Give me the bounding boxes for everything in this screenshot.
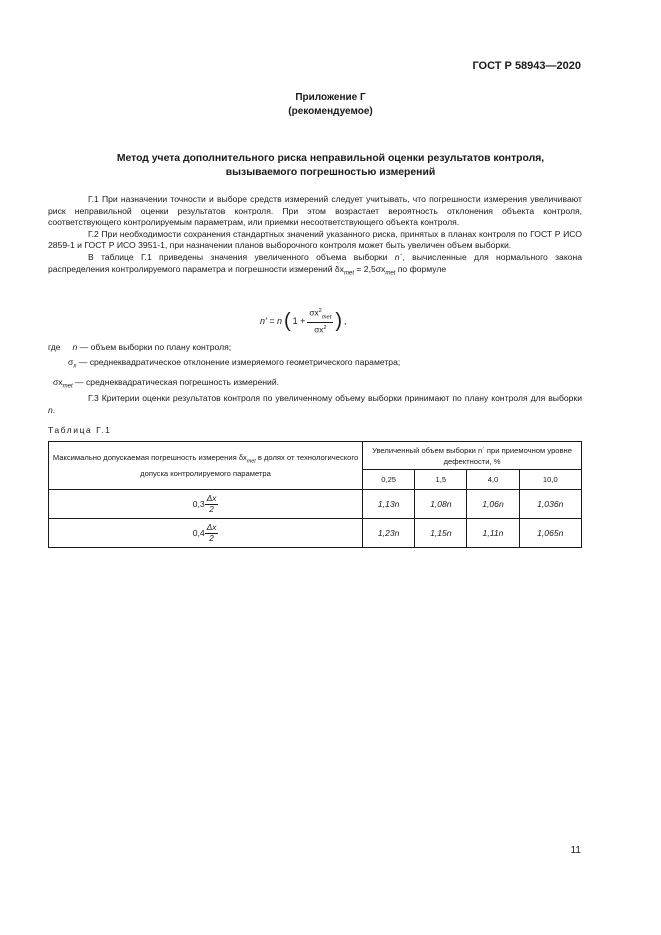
page-number: 11 [570, 845, 581, 856]
value-cell: 1,08n [415, 490, 467, 519]
appendix-status: (рекомендуемое) [288, 106, 373, 117]
value-cell: 1,15n [415, 519, 467, 548]
sample-size-table [48, 441, 582, 548]
formula-paren-close: ) [335, 310, 342, 333]
appendix-label: Приложение Г [295, 92, 366, 103]
paragraph-g1: Г.1 При назначении точности и выборе средств измерений следует учитывать, что погрешности измерения увеличивают риск неправильной оценки результатов контроля. При этом возрастает вероятность отклонения объекта контроля, соответствующего контролируемым параметрам, или приемки несоответствующего объекта контроля. [48, 194, 582, 228]
paragraph-g2-table-ref: В таблице Г.1 приведены значения увеличенного объема выборки n´, вычисленные для нормального закона распределения контролируемого параметра и погрешности измерений $\delta x_{met} = 2,5\sigma x_{met}$ по формуле [48, 251, 582, 277]
table-caption: Таблица Г.1 [48, 425, 112, 435]
level-cell: 1,5 [415, 470, 467, 490]
definition-sigma-x: $\sigma_x$ — среднеквадратическое отклонение измеряемого геометрического параметра; [68, 357, 401, 370]
document-id: ГОСТ Р 58943—2020 [472, 60, 581, 72]
level-cell: 4,0 [467, 470, 519, 490]
table-row [49, 490, 582, 519]
sample-size-formula [260, 306, 347, 336]
table-row [49, 519, 582, 548]
header-increased-sample: Увеличенный объем выборки n´ при приемочном уровне дефектности, % [363, 442, 582, 470]
coef-cell: 0,3 $\frac{\Delta x}{2}$ [49, 490, 363, 519]
header-max-error: Максимально допускаемая погрешность измерения $\delta x_{met}$ в долях от технологического допуска контролируемого параметра [49, 442, 363, 490]
value-cell: 1,06n [467, 490, 519, 519]
value-cell: 1,065n [519, 519, 581, 548]
value-cell: 1,11n [467, 519, 519, 548]
definition-n: где n — объем выборки по плану контроля; [48, 342, 232, 352]
paragraph-g2: Г.2 При необходимости сохранения стандартных значений указанного риска, принятых в планах контроля по ГОСТ Р ИСО 2859-1 и ГОСТ Р ИСО 3951-1, при назначении планов выборочного контроля может быть увеличен объем выборки. [48, 228, 582, 251]
definition-sigma-met: $\sigma x_{met}$ — среднеквадратическая погрешность измерений. [53, 376, 280, 390]
coef-cell: 0,4 $\frac{\Delta x}{2}$ [49, 519, 363, 548]
formula-numerator: $\sigma x^2_{met}$ [307, 306, 333, 323]
value-cell: 1,036n [519, 490, 581, 519]
level-cell: 0,25 [363, 470, 415, 490]
value-cell: 1,23n [363, 519, 415, 548]
coef-fraction: $\frac{\Delta x}{2}$ [206, 493, 217, 514]
section-title [60, 152, 601, 180]
formula-denominator: $\sigma x^2$ [314, 325, 327, 336]
formula-paren-open: ( [283, 310, 291, 333]
formula-one-plus: 1 + [292, 316, 306, 327]
formula-definitions [48, 340, 400, 394]
coef-fraction: $\frac{\Delta x}{2}$ [206, 522, 217, 543]
title-line-1: Метод учета дополнительного риска неправильной оценки результатов контроля, [116, 153, 545, 164]
value-cell: 1,13n [363, 490, 415, 519]
level-cell: 10,0 [519, 470, 581, 490]
paragraph-g3-block [48, 393, 582, 416]
body-paragraphs [48, 194, 582, 280]
title-line-2: вызываемого погрешностью измерений [225, 167, 436, 178]
formula-fraction [307, 306, 333, 336]
paragraph-g3: Г.3 Критерии оценки результатов контроля по увеличенному объему выборки принимают по плану контроля для выборки n. [48, 393, 582, 415]
formula-tail: , [344, 316, 347, 327]
formula-lhs: n′ = n [260, 316, 282, 327]
